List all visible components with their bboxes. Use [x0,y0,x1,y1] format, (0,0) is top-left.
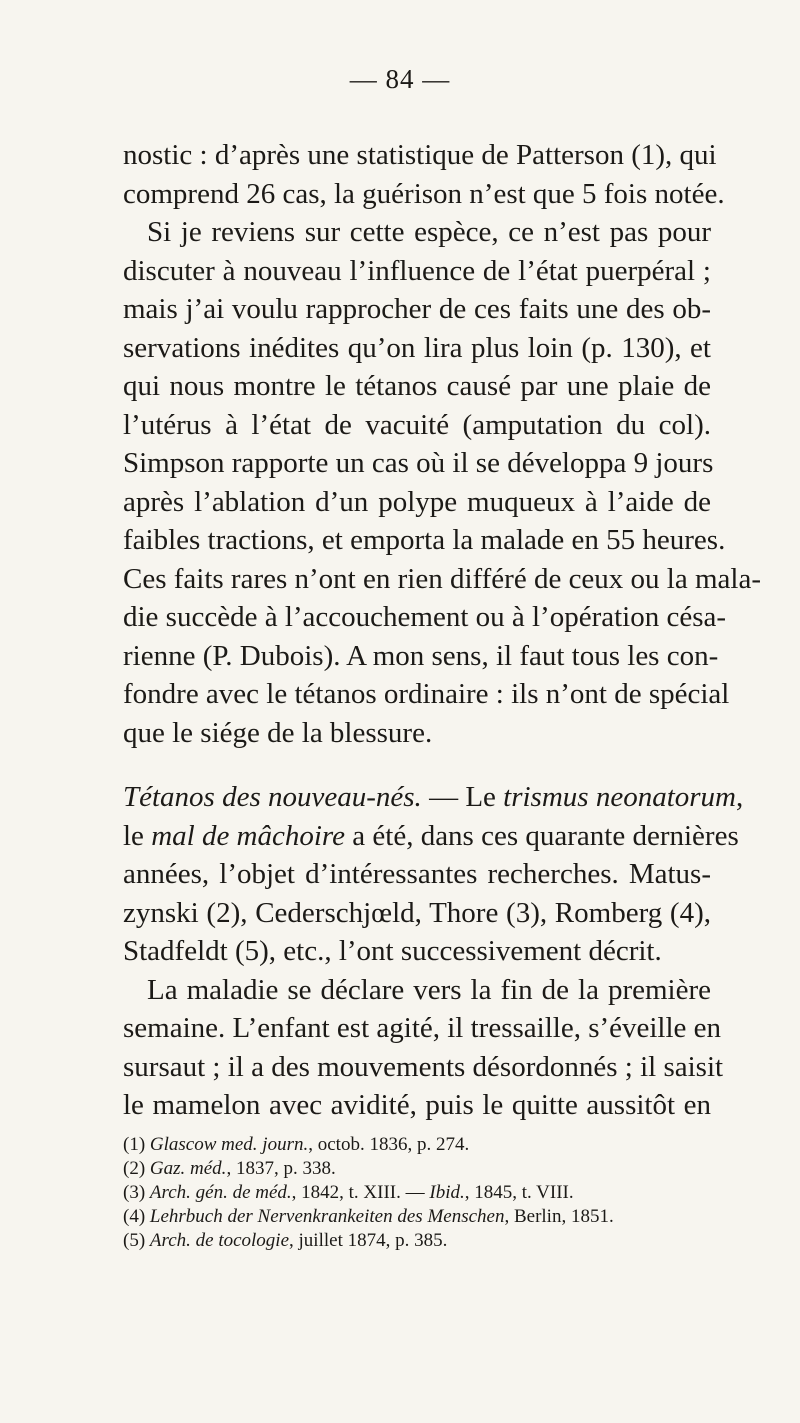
text-line: mais j’ai voulu rapprocher de ces faits une des ob- [123,293,711,325]
french-term: mal de mâchoire [151,819,346,852]
text-line: Simpson rapporte un cas où il se développa 9 jours [123,447,714,479]
footnote: (4) Lehrbuch der Nervenkrankeiten des Menschen, Berlin, 1851. [123,1206,614,1227]
section-dash: — Le [421,781,504,813]
latin-term: trismus neonatorum [503,781,736,813]
text-line: l’utérus à l’état de vacuité (amputation du col). [123,408,711,441]
text-line: le mamelon avec avidité, puis le quitte aussitôt en [123,1089,711,1121]
text-line: zynski (2), Cederschjœld, Thore (3), Romberg (4), [123,896,711,929]
text-line: sursaut ; il a des mouvements désordonnés ; il saisit [123,1050,724,1083]
section-heading-line: Tétanos des nouveau-nés. — Le trismus neonatorum, [123,781,744,813]
text-line: faibles tractions, et emporta la malade en 55 heures. [123,524,726,556]
text-line: fondre avec le tétanos ordinaire : ils n’ont de spécial [123,678,730,710]
footnote: (3) Arch. gén. de méd., 1842, t. XIII. — Ibid., 1845, t. VIII. [123,1182,574,1203]
text-line: Ces faits rares n’ont en rien différé de ceux ou la mala- [123,562,761,595]
section-heading: Tétanos des nouveau-nés. [123,781,422,813]
text-line: nostic : d’après une statistique de Patterson (1), qui [123,139,717,171]
text-line: semaine. L’enfant est agité, il tressaille, s’éveille en [123,1012,722,1044]
page-number: — 84 — [349,64,451,94]
text-line: discuter à nouveau l’influence de l’état puerpéral ; [123,254,711,287]
text-line: après l’ablation d’un polype muqueux à l’aide de [123,485,711,518]
footnote: (2) Gaz. méd., 1837, p. 338. [123,1158,336,1179]
text-line: rienne (P. Dubois). A mon sens, il faut tous les con- [123,639,719,672]
text-line: le mal de mâchoire a été, dans ces quarante dernières [123,819,739,852]
footnotes [123,1133,723,1253]
text-line: La maladie se déclare vers la fin de la première [147,973,711,1006]
text-line: qui nous montre le tétanos causé par une plaie de [123,370,711,402]
text-line: die succède à l’accouchement ou à l’opération césa- [123,601,727,633]
footnote: (1) Glascow med. journ., octob. 1836, p. 274. [123,1134,470,1155]
text-line: comprend 26 cas, la guérison n’est que 5 fois notée. [123,177,725,210]
footnote: (5) Arch. de tocologie, juillet 1874, p. 385. [123,1230,448,1251]
text-line: années, l’objet d’intéressantes recherches. Matus- [123,858,711,890]
text-line: que le siége de la blessure. [123,716,433,749]
text-line: servations inédites qu’on lira plus loin (p. 130), et [123,331,711,364]
text-line: Si je reviens sur cette espèce, ce n’est pas pour [147,216,711,248]
main-text [123,136,761,1125]
text-line: Stadfeldt (5), etc., l’ont successivement décrit. [123,935,662,967]
